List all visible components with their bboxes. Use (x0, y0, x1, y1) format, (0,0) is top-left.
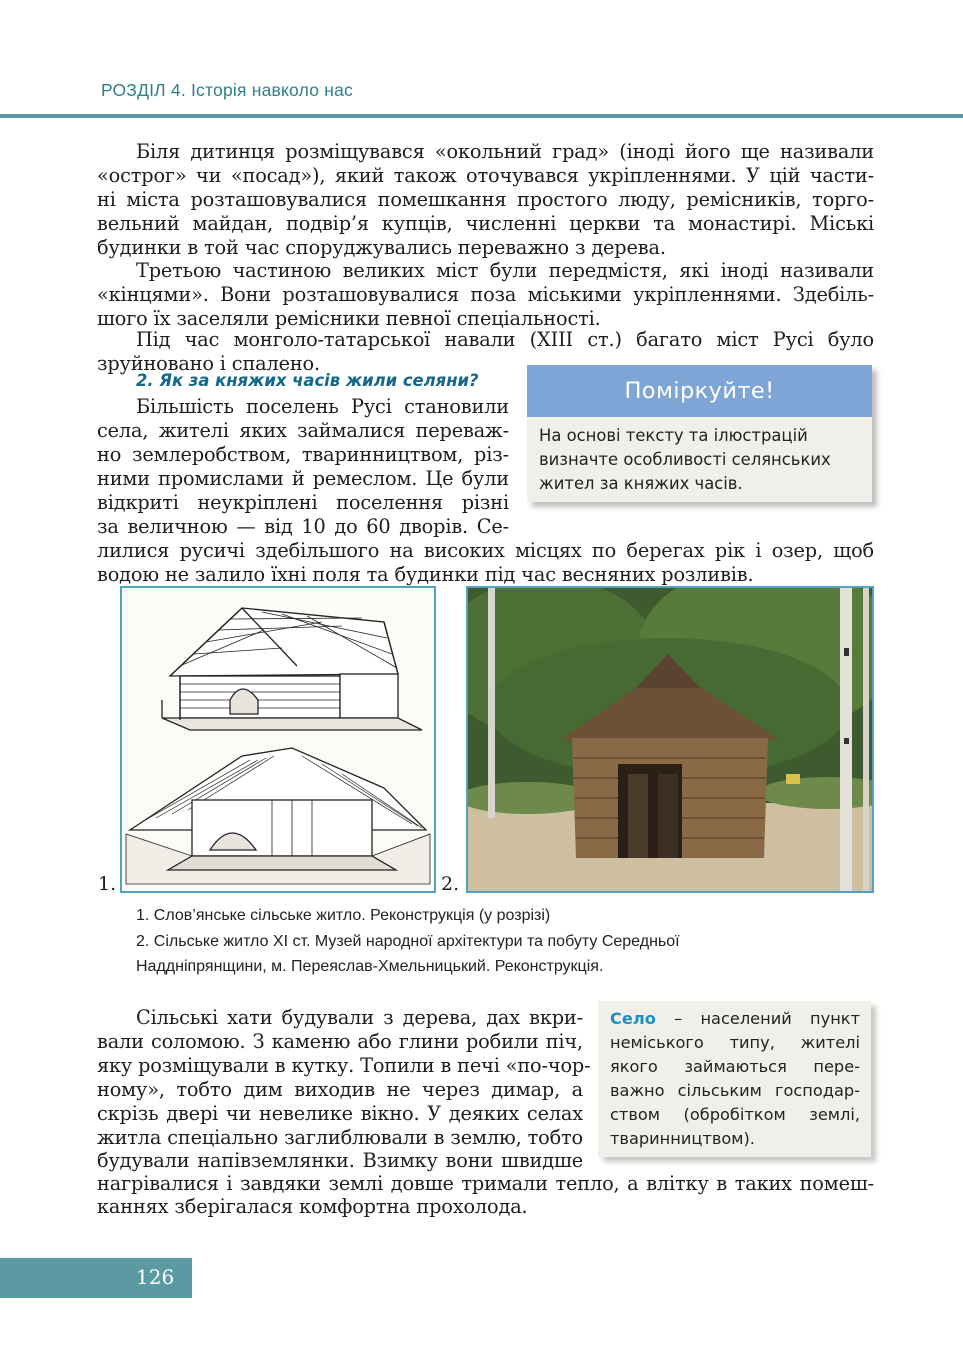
paragraph-line: будинки в той час споруджувались переважно з дерева. (97, 236, 666, 259)
definition-term: Село (610, 1009, 656, 1028)
paragraph-line: Більшість поселень Русі становили (136, 395, 509, 418)
section-subheading: 2. Як за княжих часів жили селяни? (136, 371, 479, 390)
paragraph-line: яку розміщували в кутку. Топили в печі «по-чор- (97, 1054, 591, 1077)
paragraph-line: будували напівземлянки. Взимку вони швидше (97, 1149, 583, 1172)
think-box-line: визначте особливості селянських (539, 450, 831, 469)
section-header-title: РОЗДІЛ 4. Історія навколо нас (101, 80, 353, 100)
paragraph-line: Сільські хати будували з дерева, дах вкри- (136, 1006, 583, 1029)
header-divider (0, 114, 963, 118)
think-box-title: Поміркуйте! (527, 365, 872, 417)
paragraph-line: лилися русичі здебільшого на високих місцях по берегах рік і озер, щоб (97, 539, 874, 562)
paragraph-line: вали соломою. З каменю або глини робили піч, (97, 1030, 583, 1053)
paragraph-line: Під час монголо-татарської навали (XIII ст.) багато міст Русі було (136, 328, 874, 351)
page-number: 126 (136, 1265, 175, 1289)
paragraph-line: шого їх заселяли ремісники певної спеціальності. (97, 307, 601, 330)
think-box-line: На основі тексту та ілюстрацій (539, 426, 808, 445)
definition-line: якого займаються пере- (610, 1057, 860, 1076)
figure-dwelling-photo (466, 586, 874, 893)
paragraph-line: ними промислами й ремеслом. Це були (97, 467, 509, 490)
figure-caption: Наддніпрянщини, м. Переяслав-Хмельницький. Реконструкція. (136, 958, 604, 975)
definition-line: неміського типу, жителі (610, 1033, 860, 1052)
definition-first-line (610, 1007, 860, 1031)
think-box-line: жител за княжих часів. (539, 474, 743, 493)
paragraph-line: ному», тобто дим виходив не через димар, а (97, 1078, 583, 1101)
figure-caption: 1. Слов’янське сільське житло. Реконструкція (у розрізі) (136, 907, 551, 924)
paragraph-line: водою не залило їхні поля та будинки під час весняних розливів. (97, 563, 754, 586)
paragraph-line: відкриті неукріплені поселення різні (97, 491, 509, 514)
dwelling-cross-section-illustration (122, 588, 434, 891)
paragraph-line: но землеробством, тваринництвом, різ- (97, 443, 509, 466)
figure-number: 2. (441, 873, 460, 895)
paragraph-line: «острог» чи «посад»), який також оточувався укріпленнями. У цій части- (97, 164, 874, 187)
definition-line: тваринництвом). (610, 1129, 755, 1148)
definition-line: ством (обробітком землі, (610, 1105, 860, 1124)
paragraph-line: нагрівалися і завдяки землі довше тримали тепло, а влітку в таких помеш- (97, 1172, 874, 1195)
think-box-text (527, 417, 872, 496)
paragraph-line: за величною — від 10 до 60 дворів. Се- (97, 515, 509, 538)
paragraph-line: вельний майдан, подвір’я купців, численні церкви та монастирі. Міські (97, 212, 874, 235)
definition-text: – населений пункт (655, 1009, 860, 1028)
paragraph-line: ні міста розташовувалися помешкання простого люду, ремісників, торго- (97, 188, 874, 211)
dwelling-photo-image (468, 588, 872, 891)
paragraph-line: зруйновано і спалено. (97, 352, 320, 375)
paragraph-line: каннях зберігалася комфортна прохолода. (97, 1195, 528, 1218)
definition-box (598, 1001, 871, 1157)
paragraph-line: «кінцями». Вони розташовувалися поза міськими укріпленнями. Здебіль- (97, 283, 874, 306)
paragraph-line: Біля дитинця розміщувався «окольний град» (іноді його ще називали (136, 140, 874, 163)
figure-caption: 2. Сільське житло XI ст. Музей народної архітектури та побуту Середньої (136, 933, 680, 950)
paragraph-line: Третьою частиною великих міст були передмістя, які іноді називали (136, 259, 874, 282)
paragraph-line: скрізь двері чи невелике вікно. У деяких селах (97, 1102, 583, 1125)
paragraph-line: села, жителі яких займалися переваж- (97, 419, 509, 442)
paragraph-line: житла спеціально заглиблювали в землю, тобто (97, 1126, 583, 1149)
figure-dwelling-cross-section (120, 586, 436, 893)
figure-number: 1. (98, 873, 117, 895)
think-box (527, 365, 872, 502)
definition-line: важно сільським господар- (610, 1081, 860, 1100)
